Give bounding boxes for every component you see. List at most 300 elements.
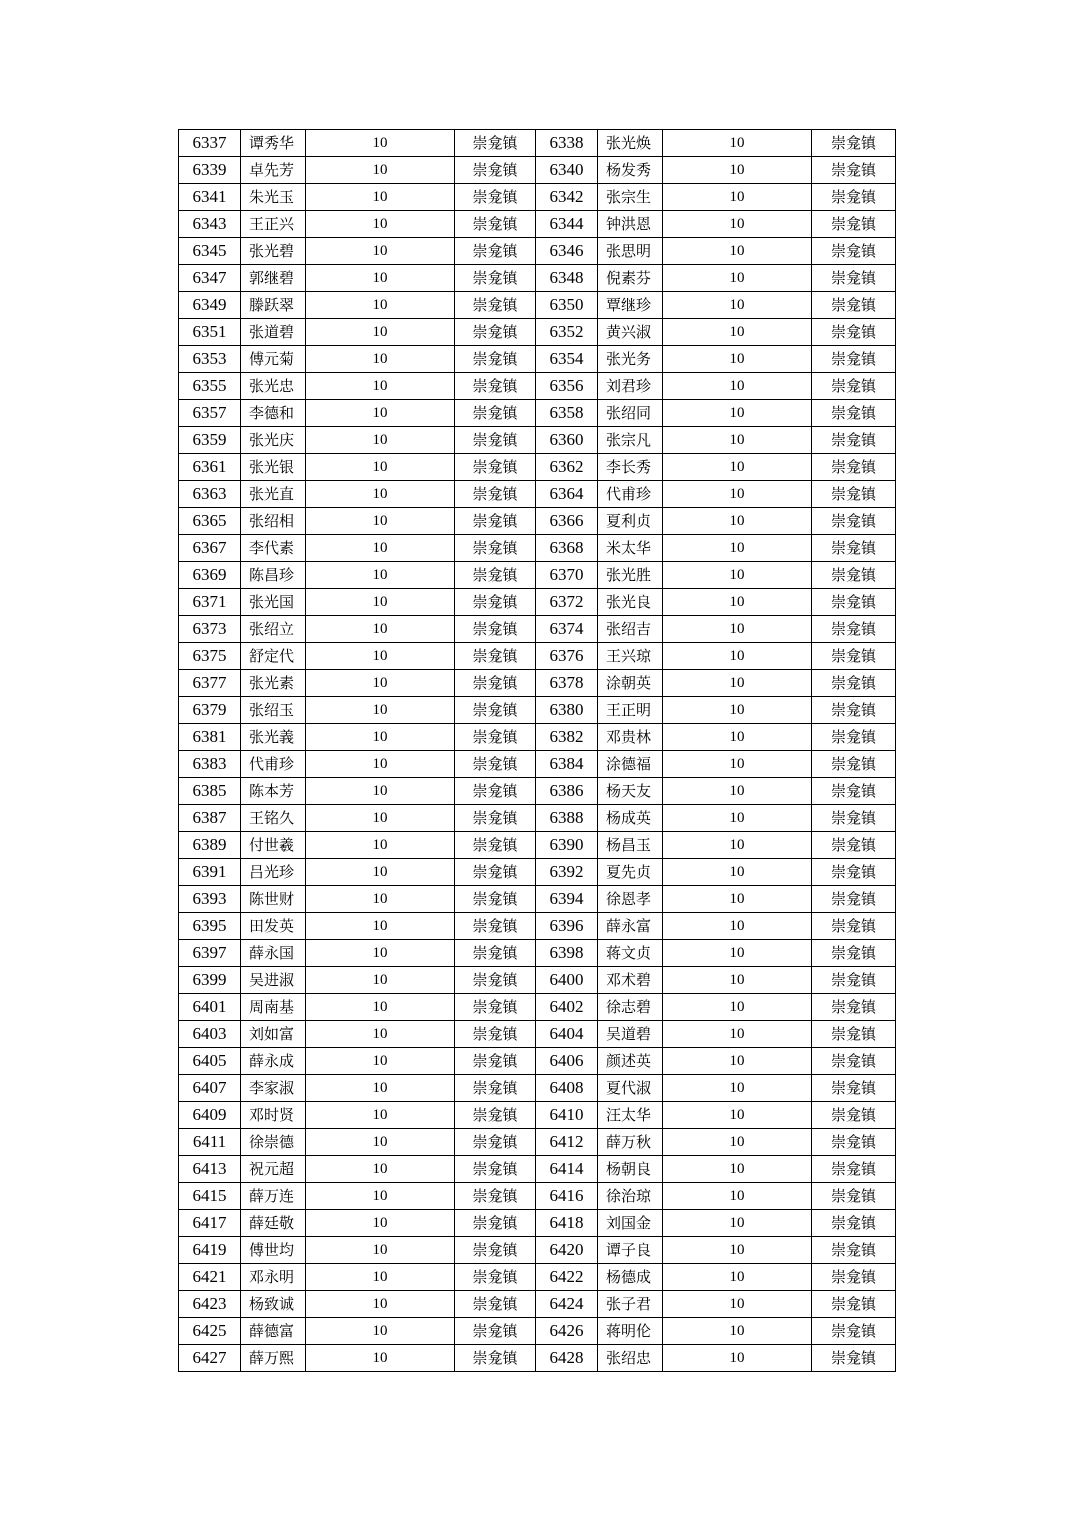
left-town-name-cell: 崇龛镇 bbox=[455, 832, 536, 859]
right-town-name-cell: 崇龛镇 bbox=[812, 427, 896, 454]
left-amount-cell: 10 bbox=[306, 994, 455, 1021]
left-person-name-cell: 张道碧 bbox=[241, 319, 306, 346]
right-record-number-cell: 6374 bbox=[536, 616, 598, 643]
right-town-name-cell: 崇龛镇 bbox=[812, 994, 896, 1021]
right-town-name-cell: 崇龛镇 bbox=[812, 967, 896, 994]
left-amount-cell: 10 bbox=[306, 1183, 455, 1210]
right-record-number-cell: 6406 bbox=[536, 1048, 598, 1075]
left-town-name-cell: 崇龛镇 bbox=[455, 535, 536, 562]
left-town-name-cell: 崇龛镇 bbox=[455, 1048, 536, 1075]
left-record-number-cell: 6417 bbox=[179, 1210, 241, 1237]
right-person-name-cell: 覃继珍 bbox=[598, 292, 663, 319]
left-amount-cell: 10 bbox=[306, 805, 455, 832]
right-town-name-cell: 崇龛镇 bbox=[812, 535, 896, 562]
right-person-name-cell: 张思明 bbox=[598, 238, 663, 265]
left-person-name-cell: 张光碧 bbox=[241, 238, 306, 265]
right-town-name-cell: 崇龛镇 bbox=[812, 643, 896, 670]
left-town-name-cell: 崇龛镇 bbox=[455, 346, 536, 373]
left-record-number-cell: 6353 bbox=[179, 346, 241, 373]
left-town-name-cell: 崇龛镇 bbox=[455, 211, 536, 238]
left-person-name-cell: 谭秀华 bbox=[241, 130, 306, 157]
right-record-number-cell: 6408 bbox=[536, 1075, 598, 1102]
right-town-name-cell: 崇龛镇 bbox=[812, 373, 896, 400]
right-amount-cell: 10 bbox=[663, 1021, 812, 1048]
table-row bbox=[179, 373, 896, 400]
left-town-name-cell: 崇龛镇 bbox=[455, 1264, 536, 1291]
left-record-number-cell: 6405 bbox=[179, 1048, 241, 1075]
table-row bbox=[179, 427, 896, 454]
right-record-number-cell: 6424 bbox=[536, 1291, 598, 1318]
right-amount-cell: 10 bbox=[663, 913, 812, 940]
right-town-name-cell: 崇龛镇 bbox=[812, 1183, 896, 1210]
left-amount-cell: 10 bbox=[306, 1156, 455, 1183]
left-town-name-cell: 崇龛镇 bbox=[455, 859, 536, 886]
left-person-name-cell: 田发英 bbox=[241, 913, 306, 940]
right-amount-cell: 10 bbox=[663, 1102, 812, 1129]
right-amount-cell: 10 bbox=[663, 265, 812, 292]
right-town-name-cell: 崇龛镇 bbox=[812, 778, 896, 805]
right-record-number-cell: 6358 bbox=[536, 400, 598, 427]
left-person-name-cell: 郭继碧 bbox=[241, 265, 306, 292]
right-amount-cell: 10 bbox=[663, 535, 812, 562]
left-record-number-cell: 6413 bbox=[179, 1156, 241, 1183]
left-record-number-cell: 6393 bbox=[179, 886, 241, 913]
left-town-name-cell: 崇龛镇 bbox=[455, 319, 536, 346]
right-amount-cell: 10 bbox=[663, 427, 812, 454]
left-record-number-cell: 6365 bbox=[179, 508, 241, 535]
right-record-number-cell: 6416 bbox=[536, 1183, 598, 1210]
right-person-name-cell: 钟洪恩 bbox=[598, 211, 663, 238]
right-town-name-cell: 崇龛镇 bbox=[812, 1237, 896, 1264]
right-town-name-cell: 崇龛镇 bbox=[812, 1048, 896, 1075]
left-person-name-cell: 杨致诚 bbox=[241, 1291, 306, 1318]
right-town-name-cell: 崇龛镇 bbox=[812, 1021, 896, 1048]
left-person-name-cell: 周南基 bbox=[241, 994, 306, 1021]
left-town-name-cell: 崇龛镇 bbox=[455, 400, 536, 427]
table-row bbox=[179, 1210, 896, 1237]
left-record-number-cell: 6357 bbox=[179, 400, 241, 427]
right-amount-cell: 10 bbox=[663, 130, 812, 157]
right-town-name-cell: 崇龛镇 bbox=[812, 1318, 896, 1345]
left-town-name-cell: 崇龛镇 bbox=[455, 643, 536, 670]
right-amount-cell: 10 bbox=[663, 940, 812, 967]
left-amount-cell: 10 bbox=[306, 643, 455, 670]
right-person-name-cell: 蒋文贞 bbox=[598, 940, 663, 967]
left-amount-cell: 10 bbox=[306, 427, 455, 454]
right-amount-cell: 10 bbox=[663, 670, 812, 697]
right-record-number-cell: 6344 bbox=[536, 211, 598, 238]
left-amount-cell: 10 bbox=[306, 346, 455, 373]
right-town-name-cell: 崇龛镇 bbox=[812, 211, 896, 238]
left-amount-cell: 10 bbox=[306, 913, 455, 940]
left-town-name-cell: 崇龛镇 bbox=[455, 913, 536, 940]
table-row bbox=[179, 238, 896, 265]
right-amount-cell: 10 bbox=[663, 508, 812, 535]
right-town-name-cell: 崇龛镇 bbox=[812, 670, 896, 697]
right-amount-cell: 10 bbox=[663, 697, 812, 724]
left-record-number-cell: 6345 bbox=[179, 238, 241, 265]
left-person-name-cell: 张绍相 bbox=[241, 508, 306, 535]
left-record-number-cell: 6409 bbox=[179, 1102, 241, 1129]
right-record-number-cell: 6420 bbox=[536, 1237, 598, 1264]
left-town-name-cell: 崇龛镇 bbox=[455, 157, 536, 184]
left-record-number-cell: 6379 bbox=[179, 697, 241, 724]
table-row bbox=[179, 967, 896, 994]
left-town-name-cell: 崇龛镇 bbox=[455, 697, 536, 724]
left-amount-cell: 10 bbox=[306, 589, 455, 616]
left-record-number-cell: 6369 bbox=[179, 562, 241, 589]
right-town-name-cell: 崇龛镇 bbox=[812, 292, 896, 319]
right-amount-cell: 10 bbox=[663, 589, 812, 616]
left-town-name-cell: 崇龛镇 bbox=[455, 1102, 536, 1129]
left-town-name-cell: 崇龛镇 bbox=[455, 778, 536, 805]
table-row bbox=[179, 1318, 896, 1345]
left-person-name-cell: 舒定代 bbox=[241, 643, 306, 670]
left-amount-cell: 10 bbox=[306, 940, 455, 967]
right-person-name-cell: 徐恩孝 bbox=[598, 886, 663, 913]
left-person-name-cell: 王铭久 bbox=[241, 805, 306, 832]
left-town-name-cell: 崇龛镇 bbox=[455, 1318, 536, 1345]
left-record-number-cell: 6371 bbox=[179, 589, 241, 616]
right-record-number-cell: 6382 bbox=[536, 724, 598, 751]
table-row bbox=[179, 751, 896, 778]
right-person-name-cell: 张绍同 bbox=[598, 400, 663, 427]
left-town-name-cell: 崇龛镇 bbox=[455, 751, 536, 778]
left-person-name-cell: 徐崇德 bbox=[241, 1129, 306, 1156]
left-amount-cell: 10 bbox=[306, 130, 455, 157]
left-person-name-cell: 代甫珍 bbox=[241, 751, 306, 778]
left-person-name-cell: 张光银 bbox=[241, 454, 306, 481]
table-row bbox=[179, 778, 896, 805]
right-person-name-cell: 薛万秋 bbox=[598, 1129, 663, 1156]
right-record-number-cell: 6384 bbox=[536, 751, 598, 778]
right-town-name-cell: 崇龛镇 bbox=[812, 265, 896, 292]
left-person-name-cell: 张光忠 bbox=[241, 373, 306, 400]
left-record-number-cell: 6341 bbox=[179, 184, 241, 211]
right-amount-cell: 10 bbox=[663, 967, 812, 994]
right-person-name-cell: 张子君 bbox=[598, 1291, 663, 1318]
left-person-name-cell: 李家淑 bbox=[241, 1075, 306, 1102]
right-amount-cell: 10 bbox=[663, 1156, 812, 1183]
right-town-name-cell: 崇龛镇 bbox=[812, 913, 896, 940]
left-person-name-cell: 邓时贤 bbox=[241, 1102, 306, 1129]
left-person-name-cell: 薛万熙 bbox=[241, 1345, 306, 1372]
right-person-name-cell: 薛永富 bbox=[598, 913, 663, 940]
right-record-number-cell: 6422 bbox=[536, 1264, 598, 1291]
left-amount-cell: 10 bbox=[306, 724, 455, 751]
left-town-name-cell: 崇龛镇 bbox=[455, 1021, 536, 1048]
left-record-number-cell: 6381 bbox=[179, 724, 241, 751]
right-town-name-cell: 崇龛镇 bbox=[812, 1129, 896, 1156]
right-amount-cell: 10 bbox=[663, 805, 812, 832]
left-amount-cell: 10 bbox=[306, 670, 455, 697]
table-row bbox=[179, 832, 896, 859]
left-record-number-cell: 6347 bbox=[179, 265, 241, 292]
right-amount-cell: 10 bbox=[663, 454, 812, 481]
right-town-name-cell: 崇龛镇 bbox=[812, 1264, 896, 1291]
right-amount-cell: 10 bbox=[663, 1048, 812, 1075]
table-row bbox=[179, 265, 896, 292]
right-person-name-cell: 谭子良 bbox=[598, 1237, 663, 1264]
right-amount-cell: 10 bbox=[663, 184, 812, 211]
left-amount-cell: 10 bbox=[306, 616, 455, 643]
table-row bbox=[179, 1264, 896, 1291]
table-row bbox=[179, 1102, 896, 1129]
table-row bbox=[179, 1129, 896, 1156]
left-person-name-cell: 李代素 bbox=[241, 535, 306, 562]
right-town-name-cell: 崇龛镇 bbox=[812, 859, 896, 886]
left-record-number-cell: 6343 bbox=[179, 211, 241, 238]
left-amount-cell: 10 bbox=[306, 400, 455, 427]
right-amount-cell: 10 bbox=[663, 724, 812, 751]
right-person-name-cell: 汪太华 bbox=[598, 1102, 663, 1129]
table-row bbox=[179, 292, 896, 319]
left-town-name-cell: 崇龛镇 bbox=[455, 805, 536, 832]
right-person-name-cell: 邓贵林 bbox=[598, 724, 663, 751]
left-record-number-cell: 6427 bbox=[179, 1345, 241, 1372]
left-record-number-cell: 6383 bbox=[179, 751, 241, 778]
right-record-number-cell: 6414 bbox=[536, 1156, 598, 1183]
left-person-name-cell: 邓永明 bbox=[241, 1264, 306, 1291]
left-amount-cell: 10 bbox=[306, 535, 455, 562]
right-amount-cell: 10 bbox=[663, 1210, 812, 1237]
left-amount-cell: 10 bbox=[306, 1102, 455, 1129]
right-amount-cell: 10 bbox=[663, 1345, 812, 1372]
table-row bbox=[179, 508, 896, 535]
right-record-number-cell: 6354 bbox=[536, 346, 598, 373]
right-town-name-cell: 崇龛镇 bbox=[812, 1156, 896, 1183]
right-person-name-cell: 张绍忠 bbox=[598, 1345, 663, 1372]
left-person-name-cell: 薛万连 bbox=[241, 1183, 306, 1210]
right-amount-cell: 10 bbox=[663, 292, 812, 319]
left-person-name-cell: 张光国 bbox=[241, 589, 306, 616]
table-row bbox=[179, 1291, 896, 1318]
right-person-name-cell: 杨德成 bbox=[598, 1264, 663, 1291]
right-person-name-cell: 徐治琼 bbox=[598, 1183, 663, 1210]
table-row bbox=[179, 157, 896, 184]
table-row bbox=[179, 1156, 896, 1183]
left-amount-cell: 10 bbox=[306, 1075, 455, 1102]
left-record-number-cell: 6351 bbox=[179, 319, 241, 346]
left-town-name-cell: 崇龛镇 bbox=[455, 454, 536, 481]
right-amount-cell: 10 bbox=[663, 778, 812, 805]
left-record-number-cell: 6349 bbox=[179, 292, 241, 319]
left-person-name-cell: 祝元超 bbox=[241, 1156, 306, 1183]
right-amount-cell: 10 bbox=[663, 481, 812, 508]
left-person-name-cell: 王正兴 bbox=[241, 211, 306, 238]
right-person-name-cell: 张光良 bbox=[598, 589, 663, 616]
table-row bbox=[179, 1021, 896, 1048]
left-town-name-cell: 崇龛镇 bbox=[455, 1345, 536, 1372]
table-row bbox=[179, 1237, 896, 1264]
right-town-name-cell: 崇龛镇 bbox=[812, 832, 896, 859]
table-row bbox=[179, 940, 896, 967]
table-row bbox=[179, 481, 896, 508]
right-record-number-cell: 6352 bbox=[536, 319, 598, 346]
left-town-name-cell: 崇龛镇 bbox=[455, 1129, 536, 1156]
right-record-number-cell: 6376 bbox=[536, 643, 598, 670]
right-record-number-cell: 6412 bbox=[536, 1129, 598, 1156]
left-amount-cell: 10 bbox=[306, 1048, 455, 1075]
left-amount-cell: 10 bbox=[306, 778, 455, 805]
right-town-name-cell: 崇龛镇 bbox=[812, 616, 896, 643]
right-record-number-cell: 6394 bbox=[536, 886, 598, 913]
left-record-number-cell: 6401 bbox=[179, 994, 241, 1021]
right-town-name-cell: 崇龛镇 bbox=[812, 1345, 896, 1372]
right-person-name-cell: 李长秀 bbox=[598, 454, 663, 481]
right-amount-cell: 10 bbox=[663, 211, 812, 238]
right-person-name-cell: 杨朝良 bbox=[598, 1156, 663, 1183]
left-person-name-cell: 陈昌珍 bbox=[241, 562, 306, 589]
right-amount-cell: 10 bbox=[663, 400, 812, 427]
table-row bbox=[179, 454, 896, 481]
table-row bbox=[179, 670, 896, 697]
left-amount-cell: 10 bbox=[306, 1021, 455, 1048]
left-town-name-cell: 崇龛镇 bbox=[455, 265, 536, 292]
roster-table bbox=[178, 129, 896, 1372]
right-person-name-cell: 王兴琼 bbox=[598, 643, 663, 670]
right-amount-cell: 10 bbox=[663, 1264, 812, 1291]
right-person-name-cell: 倪素芬 bbox=[598, 265, 663, 292]
left-amount-cell: 10 bbox=[306, 454, 455, 481]
right-amount-cell: 10 bbox=[663, 1075, 812, 1102]
right-town-name-cell: 崇龛镇 bbox=[812, 724, 896, 751]
left-person-name-cell: 陈世财 bbox=[241, 886, 306, 913]
left-person-name-cell: 朱光玉 bbox=[241, 184, 306, 211]
right-amount-cell: 10 bbox=[663, 643, 812, 670]
right-town-name-cell: 崇龛镇 bbox=[812, 346, 896, 373]
right-town-name-cell: 崇龛镇 bbox=[812, 184, 896, 211]
table-row bbox=[179, 211, 896, 238]
left-amount-cell: 10 bbox=[306, 886, 455, 913]
right-amount-cell: 10 bbox=[663, 1291, 812, 1318]
left-person-name-cell: 薛永成 bbox=[241, 1048, 306, 1075]
left-amount-cell: 10 bbox=[306, 751, 455, 778]
table-row bbox=[179, 859, 896, 886]
right-record-number-cell: 6404 bbox=[536, 1021, 598, 1048]
right-town-name-cell: 崇龛镇 bbox=[812, 589, 896, 616]
right-town-name-cell: 崇龛镇 bbox=[812, 886, 896, 913]
right-person-name-cell: 涂德福 bbox=[598, 751, 663, 778]
right-record-number-cell: 6390 bbox=[536, 832, 598, 859]
right-town-name-cell: 崇龛镇 bbox=[812, 1102, 896, 1129]
right-amount-cell: 10 bbox=[663, 616, 812, 643]
left-record-number-cell: 6377 bbox=[179, 670, 241, 697]
right-person-name-cell: 张宗生 bbox=[598, 184, 663, 211]
right-record-number-cell: 6360 bbox=[536, 427, 598, 454]
left-person-name-cell: 滕跃翠 bbox=[241, 292, 306, 319]
left-record-number-cell: 6337 bbox=[179, 130, 241, 157]
right-town-name-cell: 崇龛镇 bbox=[812, 1210, 896, 1237]
left-town-name-cell: 崇龛镇 bbox=[455, 373, 536, 400]
right-person-name-cell: 张光焕 bbox=[598, 130, 663, 157]
left-person-name-cell: 付世羲 bbox=[241, 832, 306, 859]
left-amount-cell: 10 bbox=[306, 319, 455, 346]
right-amount-cell: 10 bbox=[663, 886, 812, 913]
left-amount-cell: 10 bbox=[306, 1291, 455, 1318]
left-person-name-cell: 薛德富 bbox=[241, 1318, 306, 1345]
left-amount-cell: 10 bbox=[306, 1210, 455, 1237]
left-amount-cell: 10 bbox=[306, 562, 455, 589]
left-town-name-cell: 崇龛镇 bbox=[455, 994, 536, 1021]
left-amount-cell: 10 bbox=[306, 832, 455, 859]
right-record-number-cell: 6398 bbox=[536, 940, 598, 967]
left-person-name-cell: 张绍立 bbox=[241, 616, 306, 643]
right-town-name-cell: 崇龛镇 bbox=[812, 319, 896, 346]
table-row bbox=[179, 589, 896, 616]
right-record-number-cell: 6346 bbox=[536, 238, 598, 265]
right-record-number-cell: 6392 bbox=[536, 859, 598, 886]
right-amount-cell: 10 bbox=[663, 157, 812, 184]
right-town-name-cell: 崇龛镇 bbox=[812, 454, 896, 481]
left-record-number-cell: 6421 bbox=[179, 1264, 241, 1291]
right-record-number-cell: 6366 bbox=[536, 508, 598, 535]
left-amount-cell: 10 bbox=[306, 157, 455, 184]
left-town-name-cell: 崇龛镇 bbox=[455, 670, 536, 697]
right-record-number-cell: 6342 bbox=[536, 184, 598, 211]
table-row bbox=[179, 913, 896, 940]
left-record-number-cell: 6397 bbox=[179, 940, 241, 967]
table-row bbox=[179, 562, 896, 589]
table-row bbox=[179, 724, 896, 751]
left-record-number-cell: 6403 bbox=[179, 1021, 241, 1048]
right-amount-cell: 10 bbox=[663, 1237, 812, 1264]
left-town-name-cell: 崇龛镇 bbox=[455, 1237, 536, 1264]
left-amount-cell: 10 bbox=[306, 1129, 455, 1156]
left-amount-cell: 10 bbox=[306, 481, 455, 508]
right-record-number-cell: 6350 bbox=[536, 292, 598, 319]
right-town-name-cell: 崇龛镇 bbox=[812, 1075, 896, 1102]
left-town-name-cell: 崇龛镇 bbox=[455, 1183, 536, 1210]
left-amount-cell: 10 bbox=[306, 697, 455, 724]
left-person-name-cell: 薛廷敬 bbox=[241, 1210, 306, 1237]
right-record-number-cell: 6410 bbox=[536, 1102, 598, 1129]
left-town-name-cell: 崇龛镇 bbox=[455, 940, 536, 967]
left-amount-cell: 10 bbox=[306, 1345, 455, 1372]
left-person-name-cell: 卓先芳 bbox=[241, 157, 306, 184]
right-person-name-cell: 王正明 bbox=[598, 697, 663, 724]
left-person-name-cell: 张光素 bbox=[241, 670, 306, 697]
right-person-name-cell: 蒋明伦 bbox=[598, 1318, 663, 1345]
left-town-name-cell: 崇龛镇 bbox=[455, 238, 536, 265]
right-town-name-cell: 崇龛镇 bbox=[812, 751, 896, 778]
left-town-name-cell: 崇龛镇 bbox=[455, 292, 536, 319]
right-person-name-cell: 杨发秀 bbox=[598, 157, 663, 184]
right-town-name-cell: 崇龛镇 bbox=[812, 1291, 896, 1318]
right-record-number-cell: 6364 bbox=[536, 481, 598, 508]
left-person-name-cell: 张光義 bbox=[241, 724, 306, 751]
left-record-number-cell: 6375 bbox=[179, 643, 241, 670]
left-person-name-cell: 张绍玉 bbox=[241, 697, 306, 724]
right-amount-cell: 10 bbox=[663, 238, 812, 265]
right-amount-cell: 10 bbox=[663, 1129, 812, 1156]
right-record-number-cell: 6372 bbox=[536, 589, 598, 616]
left-town-name-cell: 崇龛镇 bbox=[455, 130, 536, 157]
right-record-number-cell: 6338 bbox=[536, 130, 598, 157]
right-town-name-cell: 崇龛镇 bbox=[812, 157, 896, 184]
left-record-number-cell: 6363 bbox=[179, 481, 241, 508]
left-town-name-cell: 崇龛镇 bbox=[455, 886, 536, 913]
right-record-number-cell: 6356 bbox=[536, 373, 598, 400]
right-amount-cell: 10 bbox=[663, 346, 812, 373]
left-record-number-cell: 6355 bbox=[179, 373, 241, 400]
right-amount-cell: 10 bbox=[663, 832, 812, 859]
left-amount-cell: 10 bbox=[306, 211, 455, 238]
left-amount-cell: 10 bbox=[306, 967, 455, 994]
right-record-number-cell: 6388 bbox=[536, 805, 598, 832]
left-town-name-cell: 崇龛镇 bbox=[455, 616, 536, 643]
right-amount-cell: 10 bbox=[663, 994, 812, 1021]
